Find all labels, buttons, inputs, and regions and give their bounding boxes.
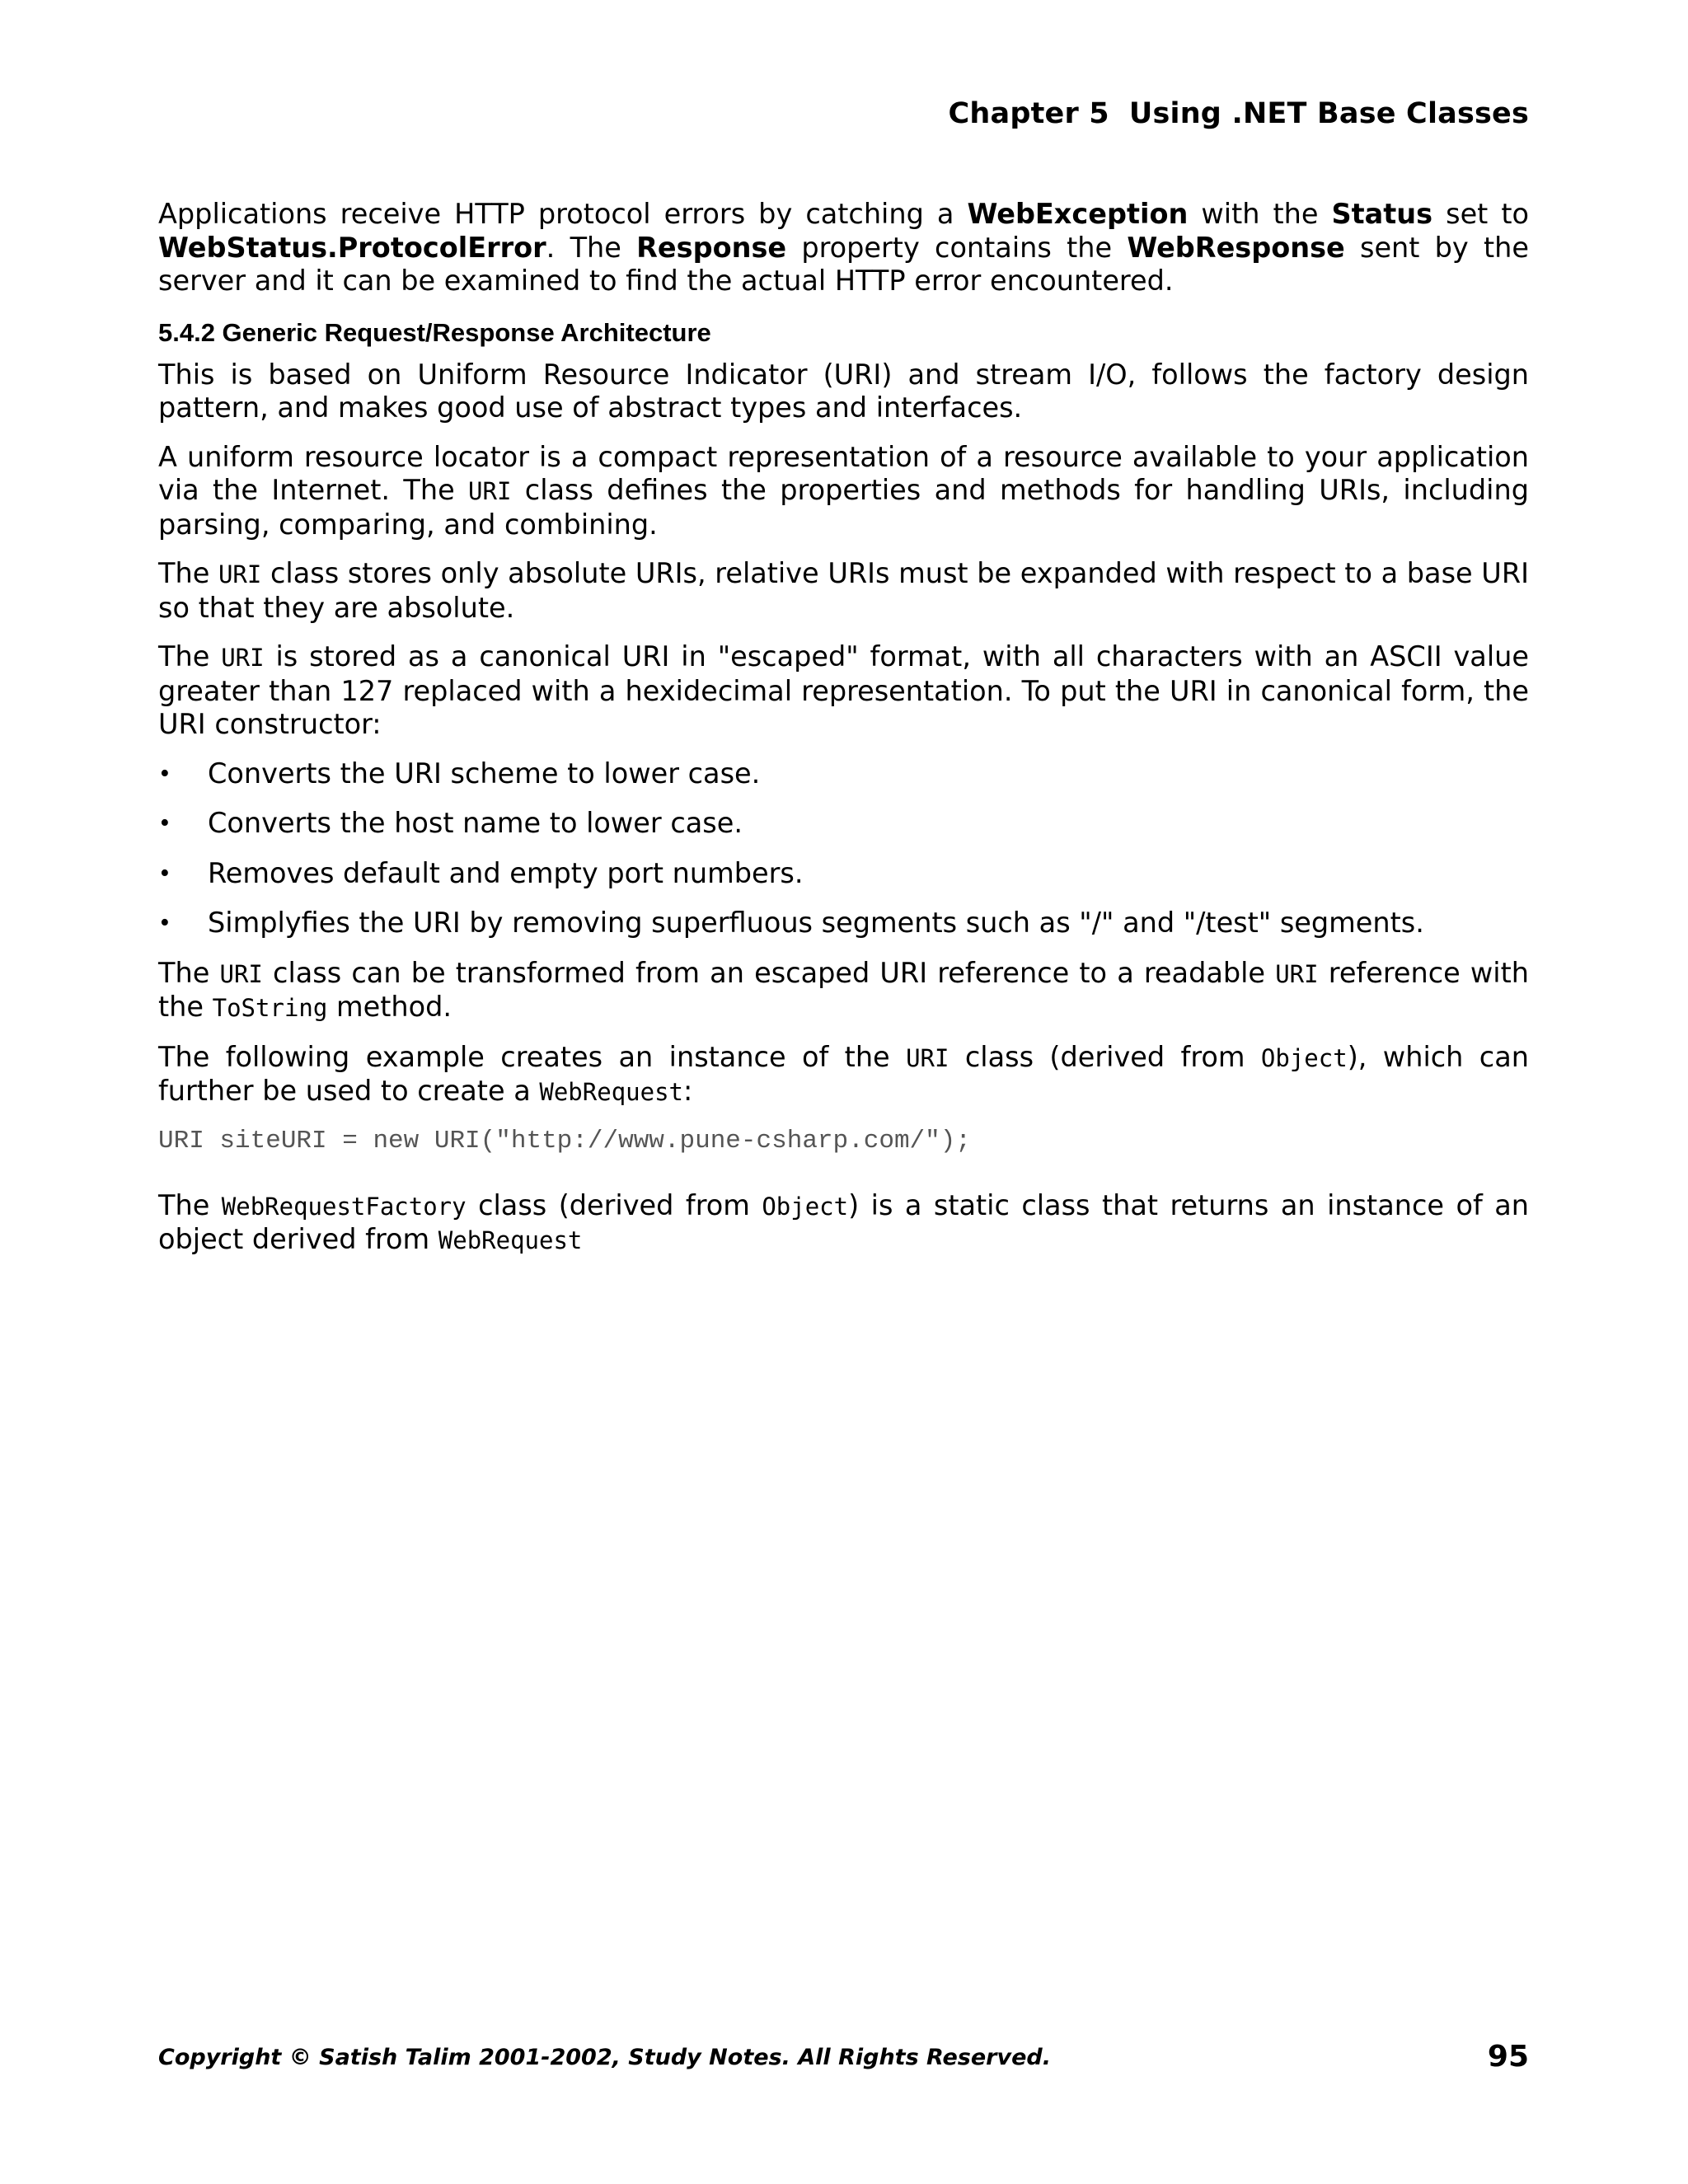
bold-term: WebResponse [1127, 231, 1345, 264]
text-run: Applications receive HTTP protocol errors by catching a [158, 198, 968, 230]
text-run: ), which can further be used to create a [158, 1040, 1529, 1107]
page-number: 95 [1487, 2040, 1529, 2074]
list-item-text: Simplyfies the URI by removing superfluous segments such as "/" and "/test" segments. [208, 907, 1424, 939]
body-text [158, 198, 1529, 1273]
list-item-text: Converts the host name to lower case. [208, 807, 743, 839]
bold-term: Response [636, 231, 787, 264]
bold-term: WebException [967, 198, 1189, 230]
chapter-header [949, 97, 1530, 130]
code-term: WebRequest [438, 1226, 583, 1254]
code-term: Object [762, 1192, 849, 1221]
paragraph-absolute-uris [158, 557, 1529, 625]
list-item [158, 857, 1529, 891]
list-item [158, 907, 1529, 940]
code-term: URI [219, 959, 263, 988]
text-run: property contains the [786, 231, 1128, 264]
code-term: URI [221, 644, 265, 672]
chapter-number: Chapter 5 [948, 97, 1109, 130]
code-term: URI [1275, 959, 1319, 988]
text-run: ) is a static class that returns an instance of an object derived from [158, 1188, 1529, 1255]
text-run: : [683, 1075, 693, 1107]
list-item [158, 807, 1529, 841]
bold-term: WebStatus.ProtocolError [158, 231, 546, 264]
text-run: The [158, 956, 220, 989]
bold-term: Status [1331, 198, 1433, 230]
text-run: The [158, 557, 218, 589]
code-term: WebRequest [539, 1078, 683, 1106]
paragraph-example-intro [158, 1041, 1529, 1109]
paragraph-webrequestfactory [158, 1189, 1529, 1258]
paragraph-uri-class [158, 441, 1529, 542]
paragraph-canonical-uri [158, 640, 1529, 742]
text-run: The [158, 1188, 222, 1221]
code-term: ToString [212, 994, 328, 1022]
text-run: reference with the [158, 956, 1529, 1023]
text-run: class stores only absolute URIs, relative URIs must be expanded with respect to a base URI so that they are absolute. [158, 557, 1529, 624]
page-footer [158, 2040, 1529, 2074]
paragraph-tostring [158, 957, 1529, 1025]
text-run: . The [546, 231, 637, 264]
code-term: URI [468, 477, 512, 505]
text-run: set to [1432, 198, 1529, 230]
text-run: The following example creates an instance of the [158, 1040, 907, 1073]
bullet-icon: • [160, 907, 170, 938]
chapter-title: Using .NET Base Classes [1128, 97, 1529, 130]
paragraph-architecture: This is based on Uniform Resource Indicator (URI) and stream I/O, follows the factory design pattern, and makes good use of abstract types and interfaces. [158, 358, 1529, 424]
bullet-icon: • [160, 857, 170, 888]
list-item-text: Converts the URI scheme to lower case. [208, 757, 761, 790]
code-term: Object [1260, 1043, 1348, 1072]
text-run: The [158, 640, 222, 673]
code-example: URI siteURI = new URI("http://www.pune-csharp.com/"); [158, 1126, 971, 1155]
code-term: URI [218, 560, 262, 588]
text-run: class (derived from [466, 1188, 762, 1221]
copyright-notice: Copyright © Satish Talim 2001-2002, Study Notes. All Rights Reserved. [158, 2045, 1051, 2070]
text-run: with the [1188, 198, 1332, 230]
text-run: is stored as a canonical URI in "escaped" format, with all characters with an ASCII value greater than 127 replaced with a hexidecimal representation. To put the URI in canonical form, the URI constructor: [158, 640, 1529, 740]
text-run: method. [327, 991, 452, 1023]
code-term: URI [906, 1043, 950, 1072]
constructor-steps-list [158, 757, 1529, 940]
list-item-text: Removes default and empty port numbers. [208, 856, 804, 889]
section-heading: 5.4.2 Generic Request/Response Architecture [158, 317, 711, 347]
bullet-icon: • [160, 757, 170, 789]
text-run: sent by the server and it can be examined to find the actual HTTP error encountered. [158, 231, 1529, 297]
document-page [158, 0, 1529, 2184]
text-run: class defines the properties and methods for handling URIs, including parsing, comparing, and combining. [158, 474, 1529, 541]
text-run: class can be transformed from an escaped URI reference to a readable [262, 956, 1276, 989]
bullet-icon: • [160, 808, 170, 838]
code-term: WebRequestFactory [221, 1192, 467, 1221]
text-run: class (derived from [949, 1040, 1261, 1073]
list-item [158, 757, 1529, 791]
text-run: A uniform resource locator is a compact representation of a resource available to your application via the Internet. The [158, 440, 1529, 506]
paragraph-http-errors [158, 198, 1529, 298]
